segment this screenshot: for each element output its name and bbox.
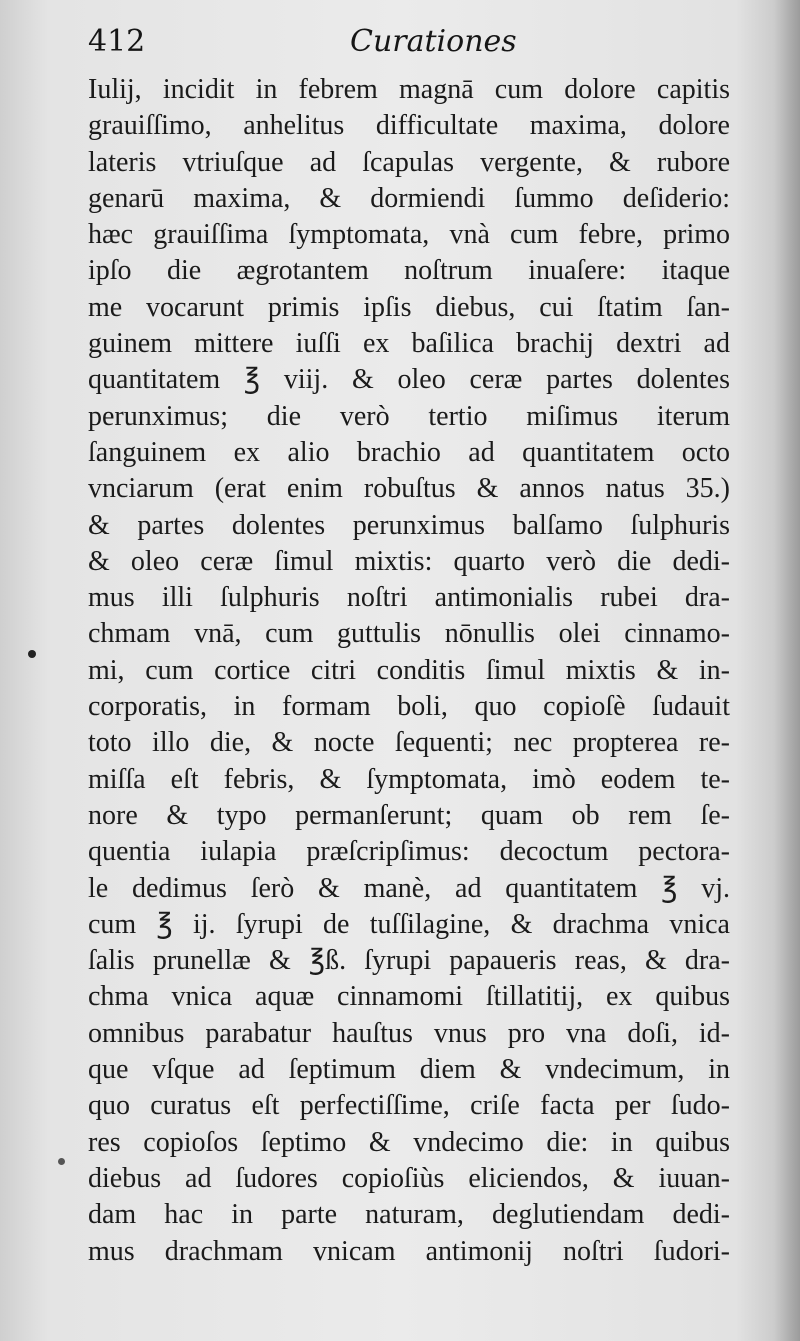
- text-line: mus illi ſulphuris noſtri antimonialis rubei dra-: [88, 582, 730, 614]
- running-head: Curationes: [350, 24, 517, 59]
- margin-ink-mark: [58, 1158, 65, 1165]
- text-line: chma vnica aquæ cinnamomi ſtillatitij, ex quibus: [88, 981, 730, 1013]
- margin-ink-mark: [28, 650, 36, 658]
- page-header: [88, 18, 728, 68]
- text-line: ſalis prunellæ & ℥ß. ſyrupi papaueris reas, & dra-: [88, 945, 730, 977]
- text-line: le dedimus ſerò & manè, ad quantitatem ℥ vj.: [88, 872, 730, 904]
- text-line: ſanguinem ex alio brachio ad quantitatem octo: [88, 436, 730, 468]
- text-line: omnibus parabatur hauſtus vnus pro vna doſi, id-: [88, 1017, 730, 1049]
- text-line: mi, cum cortice citri conditis ſimul mixtis & in-: [88, 654, 730, 686]
- text-line: dam hac in parte naturam, deglutiendam dedi-: [88, 1199, 730, 1231]
- text-line: miſſa eſt febris, & ſymptomata, imò eodem te-: [88, 763, 730, 795]
- text-line: res copioſos ſeptimo & vndecimo die: in quibus: [88, 1126, 730, 1158]
- text-line: nore & typo permanſerunt; quam ob rem ſe-: [88, 799, 730, 831]
- text-line: quo curatus eſt perfectiſſime, criſe facta per ſudo-: [88, 1090, 730, 1122]
- text-line: lateris vtriuſque ad ſcapulas vergente, & rubore: [88, 146, 730, 178]
- text-line: & oleo ceræ ſimul mixtis: quarto verò die dedi-: [88, 545, 730, 577]
- text-line: hæc grauiſſima ſymptomata, vnà cum febre, primo: [88, 219, 730, 251]
- text-line: corporatis, in formam boli, quo copioſè ſudauit: [88, 691, 730, 723]
- text-line: ipſo die ægrotantem noſtrum inuaſere: itaque: [88, 255, 730, 287]
- page-edge-shadow: [774, 0, 800, 1341]
- text-line: Iulij, incidit in febrem magnā cum dolore capitis: [88, 74, 730, 105]
- text-line: cum ℥ ij. ſyrupi de tuſſilagine, & drachma vnica: [88, 908, 730, 940]
- text-line: perunximus; die verò tertio miſimus iterum: [88, 400, 730, 432]
- text-line: que vſque ad ſeptimum diem & vndecimum, in: [88, 1054, 730, 1086]
- text-line: quentia iulapia præſcripſimus: decoctum pectora-: [88, 836, 730, 868]
- text-line: genarū maxima, & dormiendi ſummo deſiderio:: [88, 182, 730, 214]
- text-line: chmam vnā, cum guttulis nōnullis olei cinnamo-: [88, 618, 730, 650]
- text-line: quantitatem ℥ viij. & oleo ceræ partes dolentes: [88, 364, 730, 396]
- text-line: guinem mittere iuſſi ex baſilica brachij dextri ad: [88, 328, 730, 360]
- text-line: & partes dolentes perunximus balſamo ſulphuris: [88, 509, 730, 541]
- text-line: vnciarum (erat enim robuſtus & annos natus 35.): [88, 473, 730, 505]
- body-text: [88, 72, 730, 1270]
- page-number: 412: [88, 24, 146, 59]
- text-line: diebus ad ſudores copioſiùs eliciendos, & iuuan-: [88, 1162, 730, 1194]
- text-line: me vocarunt primis ipſis diebus, cui ſtatim ſan-: [88, 291, 730, 323]
- text-line: toto illo die, & nocte ſequenti; nec propterea re-: [88, 727, 730, 759]
- text-line: grauiſſimo, anhelitus difficultate maxima, dolore: [88, 110, 730, 142]
- text-line: mus drachmam vnicam antimonij noſtri ſudori-: [88, 1235, 730, 1267]
